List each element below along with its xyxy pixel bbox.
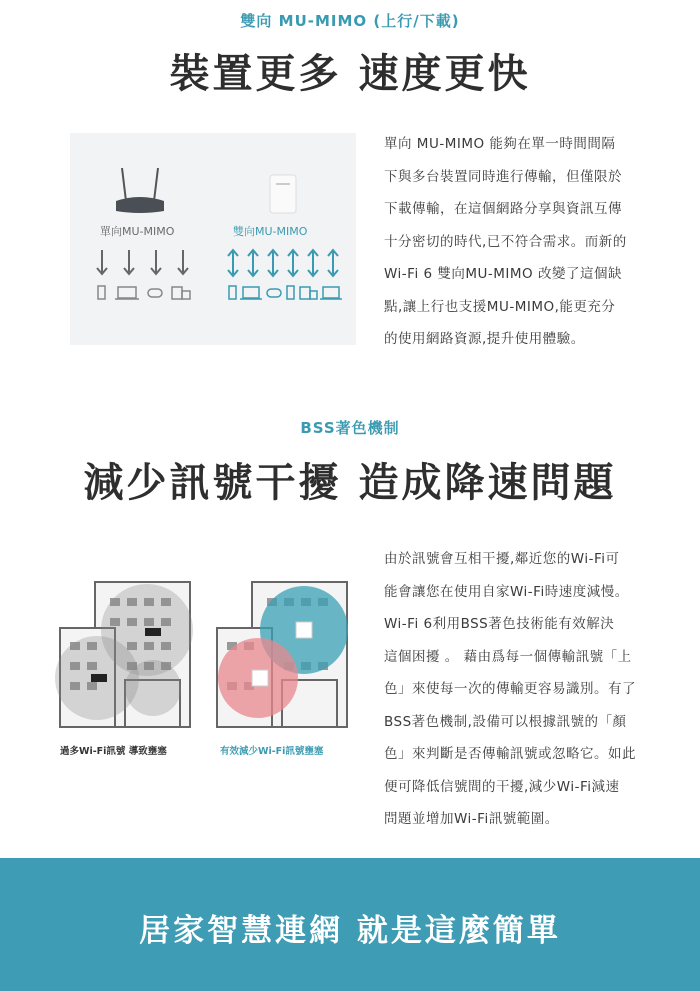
client-devices-icon — [225, 283, 345, 303]
section1-paragraph — [384, 128, 627, 356]
paragraph-line: 色」來判斷是否傳輸訊號或忽略它。如此 — [384, 746, 636, 762]
paragraph-line: 下與多台裝置同時進行傳輸，但僅限於 — [384, 168, 622, 185]
access-point-icon — [268, 173, 298, 215]
reduced-congestion-caption: 有效減少Wi-Fi訊號壅塞 — [220, 746, 324, 757]
paragraph-line: 由於訊號會互相干擾,鄰近您的Wi-Fi可 — [384, 551, 620, 567]
right-panel-label: 雙向MU-MIMO — [233, 225, 308, 238]
paragraph-line: 這個困擾 。 藉由爲每一個傳輸訊號「上 — [384, 648, 632, 665]
paragraph-line: 便可降低信號間的干擾,減少Wi-Fi減速 — [384, 778, 620, 795]
mu-mimo-illustration — [70, 133, 356, 345]
paragraph-line: BSS著色機制,設備可以根據訊號的「顏 — [384, 713, 627, 730]
paragraph-line: 色」來使每一次的傳輸更容易識別。有了 — [384, 681, 636, 697]
paragraph-line: 十分密切的時代,已不符合需求。而新的 — [384, 233, 627, 250]
paragraph-line: Wi-Fi 6 雙向MU-MIMO 改變了這個缺 — [384, 266, 622, 282]
section2-paragraph — [384, 543, 636, 836]
section2-eyebrow: BSS著色機制 — [300, 419, 400, 437]
footer-banner — [0, 858, 700, 991]
router-icon — [110, 163, 170, 218]
paragraph-line: 下載傳輸，在這個網路分享與資訊互傳 — [384, 201, 622, 217]
paragraph-line: 問題並增加Wi-Fi訊號範圍。 — [384, 811, 559, 827]
paragraph-line: 單向 MU-MIMO 能夠在單一時間間隔 — [384, 136, 616, 152]
congested-caption: 過多Wi-Fi訊號 導致壅塞 — [60, 746, 167, 757]
section1-eyebrow: 雙向 MU-MIMO (上行/下載) — [240, 12, 460, 30]
paragraph-line: 點,讓上行也支援MU-MIMO,能更充分 — [384, 298, 616, 315]
client-devices-icon — [94, 283, 194, 303]
paragraph-line: 的使用網路資源,提升使用體驗。 — [384, 331, 585, 347]
bidirectional-arrows-icon — [225, 248, 345, 278]
footer-slogan: 居家智慧連網 就是這麼簡單 — [139, 913, 561, 949]
paragraph-line: Wi-Fi 6利用BSS著色技術能有效解決 — [384, 616, 615, 632]
paragraph-line: 能會讓您在使用自家Wi-Fi時速度減慢。 — [384, 583, 629, 600]
section2-headline: 減少訊號干擾 造成降速問題 — [83, 460, 617, 506]
downlink-arrows-icon — [94, 248, 194, 278]
left-panel-label: 單向MU-MIMO — [100, 225, 175, 238]
section1-headline: 裝置更多 速度更快 — [169, 51, 531, 97]
building-bss-coloring-illustration — [212, 580, 357, 730]
building-congested-illustration — [55, 580, 195, 730]
